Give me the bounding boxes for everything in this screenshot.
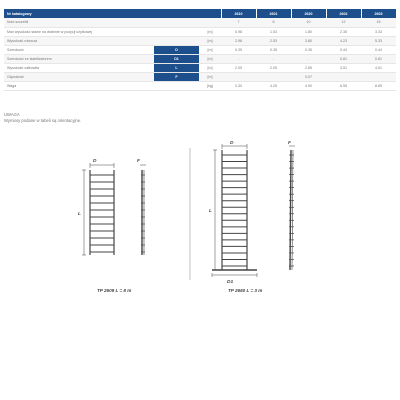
row-value: 0.35 (256, 45, 291, 54)
row-value: 3.80 (291, 36, 326, 45)
row-symbol (154, 81, 199, 90)
right-caption: TP 2660 L = 3 m (228, 288, 263, 293)
header-catalog-number: Nr katalogowy (4, 9, 221, 18)
ladder-right-side (289, 146, 295, 270)
row-value: 2.05 (256, 63, 291, 72)
right-label-d1: D1 (227, 280, 234, 285)
ladder-right-front (212, 144, 257, 277)
table-row (4, 54, 396, 63)
row-label: Ilość szczebli (4, 18, 154, 27)
header-col-2: 2601 (256, 9, 291, 18)
table-header-row (4, 9, 396, 18)
row-value: 2.98 (221, 36, 256, 45)
table-row (4, 45, 396, 54)
right-label-d: D (230, 141, 234, 146)
row-unit: [m] (199, 36, 221, 45)
row-value: 0.44 (326, 45, 361, 54)
header-col-1: 2610 (221, 9, 256, 18)
row-value: 8 (256, 18, 291, 27)
row-label: Max wysokość stanie na drabinie w pozycji użytkowej (4, 27, 154, 36)
header-col-5: 2603 (361, 9, 396, 18)
row-value: 8.85 (361, 81, 396, 90)
left-caption: TP 2609 L = 8 m (97, 288, 132, 293)
row-value: 2.53 (256, 36, 291, 45)
row-value: - (291, 54, 326, 63)
notes (4, 112, 81, 124)
row-unit: [m] (199, 63, 221, 72)
row-value: 0.35 (291, 45, 326, 54)
row-label: Wysokość całkowita (4, 63, 154, 72)
row-value (326, 72, 361, 81)
row-unit: [m] (199, 27, 221, 36)
header-col-3: 2620 (291, 9, 326, 18)
row-label: Głębokość (4, 72, 154, 81)
row-value: 0.81 (326, 54, 361, 63)
row-value: 0.35 (221, 45, 256, 54)
row-value: 15 (361, 18, 396, 27)
row-symbol (154, 36, 199, 45)
row-value: 4.25 (256, 81, 291, 90)
left-label-d: D (93, 159, 97, 164)
row-label: Wysokość robocza (4, 36, 154, 45)
row-value: 1.80 (291, 27, 326, 36)
row-value: 0.81 (361, 54, 396, 63)
table-body (4, 18, 396, 90)
table-row (4, 18, 396, 27)
row-symbol: L (154, 63, 199, 72)
row-symbol: D1 (154, 54, 199, 63)
left-label-l: L (78, 212, 81, 217)
row-symbol (154, 18, 199, 27)
table-row (4, 27, 396, 36)
ladder-left-front (82, 163, 114, 255)
row-value: 6.55 (326, 81, 361, 90)
row-value: 0.44 (361, 45, 396, 54)
row-value: - (256, 54, 291, 63)
row-value: 4.23 (326, 36, 361, 45)
row-value: - (221, 54, 256, 63)
row-symbol (154, 27, 199, 36)
row-label: Szerokość (4, 45, 154, 54)
header-col-4: 2602 (326, 9, 361, 18)
row-value (256, 72, 291, 81)
row-value: 0.07 (291, 72, 326, 81)
row-value: 4.51 (361, 63, 396, 72)
row-value: 2.35 (326, 27, 361, 36)
table-row (4, 36, 396, 45)
row-value: 10 (291, 18, 326, 27)
row-value: 5.33 (361, 36, 396, 45)
row-value (361, 72, 396, 81)
row-value (221, 72, 256, 81)
row-value: 1.53 (256, 27, 291, 36)
row-value: 7 (221, 18, 256, 27)
row-value: 3.30 (221, 81, 256, 90)
notes-title: UWAGA (4, 112, 20, 117)
row-unit: [m] (199, 72, 221, 81)
row-symbol: D (154, 45, 199, 54)
row-value: 2.85 (291, 63, 326, 72)
row-unit: [m] (199, 54, 221, 63)
notes-text: Wymiary podane w tabeli są orientacyjne. (4, 118, 82, 123)
ladder-drawings-svg (0, 140, 400, 300)
right-label-f: F (288, 141, 291, 146)
left-label-f: F (137, 159, 140, 164)
ladder-drawings (0, 140, 400, 300)
row-label: Waga (4, 81, 154, 90)
table-row (4, 72, 396, 81)
row-value: 12 (326, 18, 361, 27)
row-label: Szerokość ze stabilizatorem (4, 54, 154, 63)
row-unit: [kg] (199, 81, 221, 90)
row-unit (199, 18, 221, 27)
row-value: 4.90 (291, 81, 326, 90)
ladder-left-side (140, 165, 146, 255)
row-value: 0.98 (221, 27, 256, 36)
row-value: 3.51 (326, 63, 361, 72)
table-row (4, 81, 396, 90)
row-symbol: F (154, 72, 199, 81)
table-row (4, 63, 396, 72)
row-unit: [m] (199, 45, 221, 54)
row-value: 2.05 (221, 63, 256, 72)
row-value: 3.33 (361, 27, 396, 36)
spec-table (4, 9, 397, 91)
right-label-l: L (209, 209, 212, 214)
